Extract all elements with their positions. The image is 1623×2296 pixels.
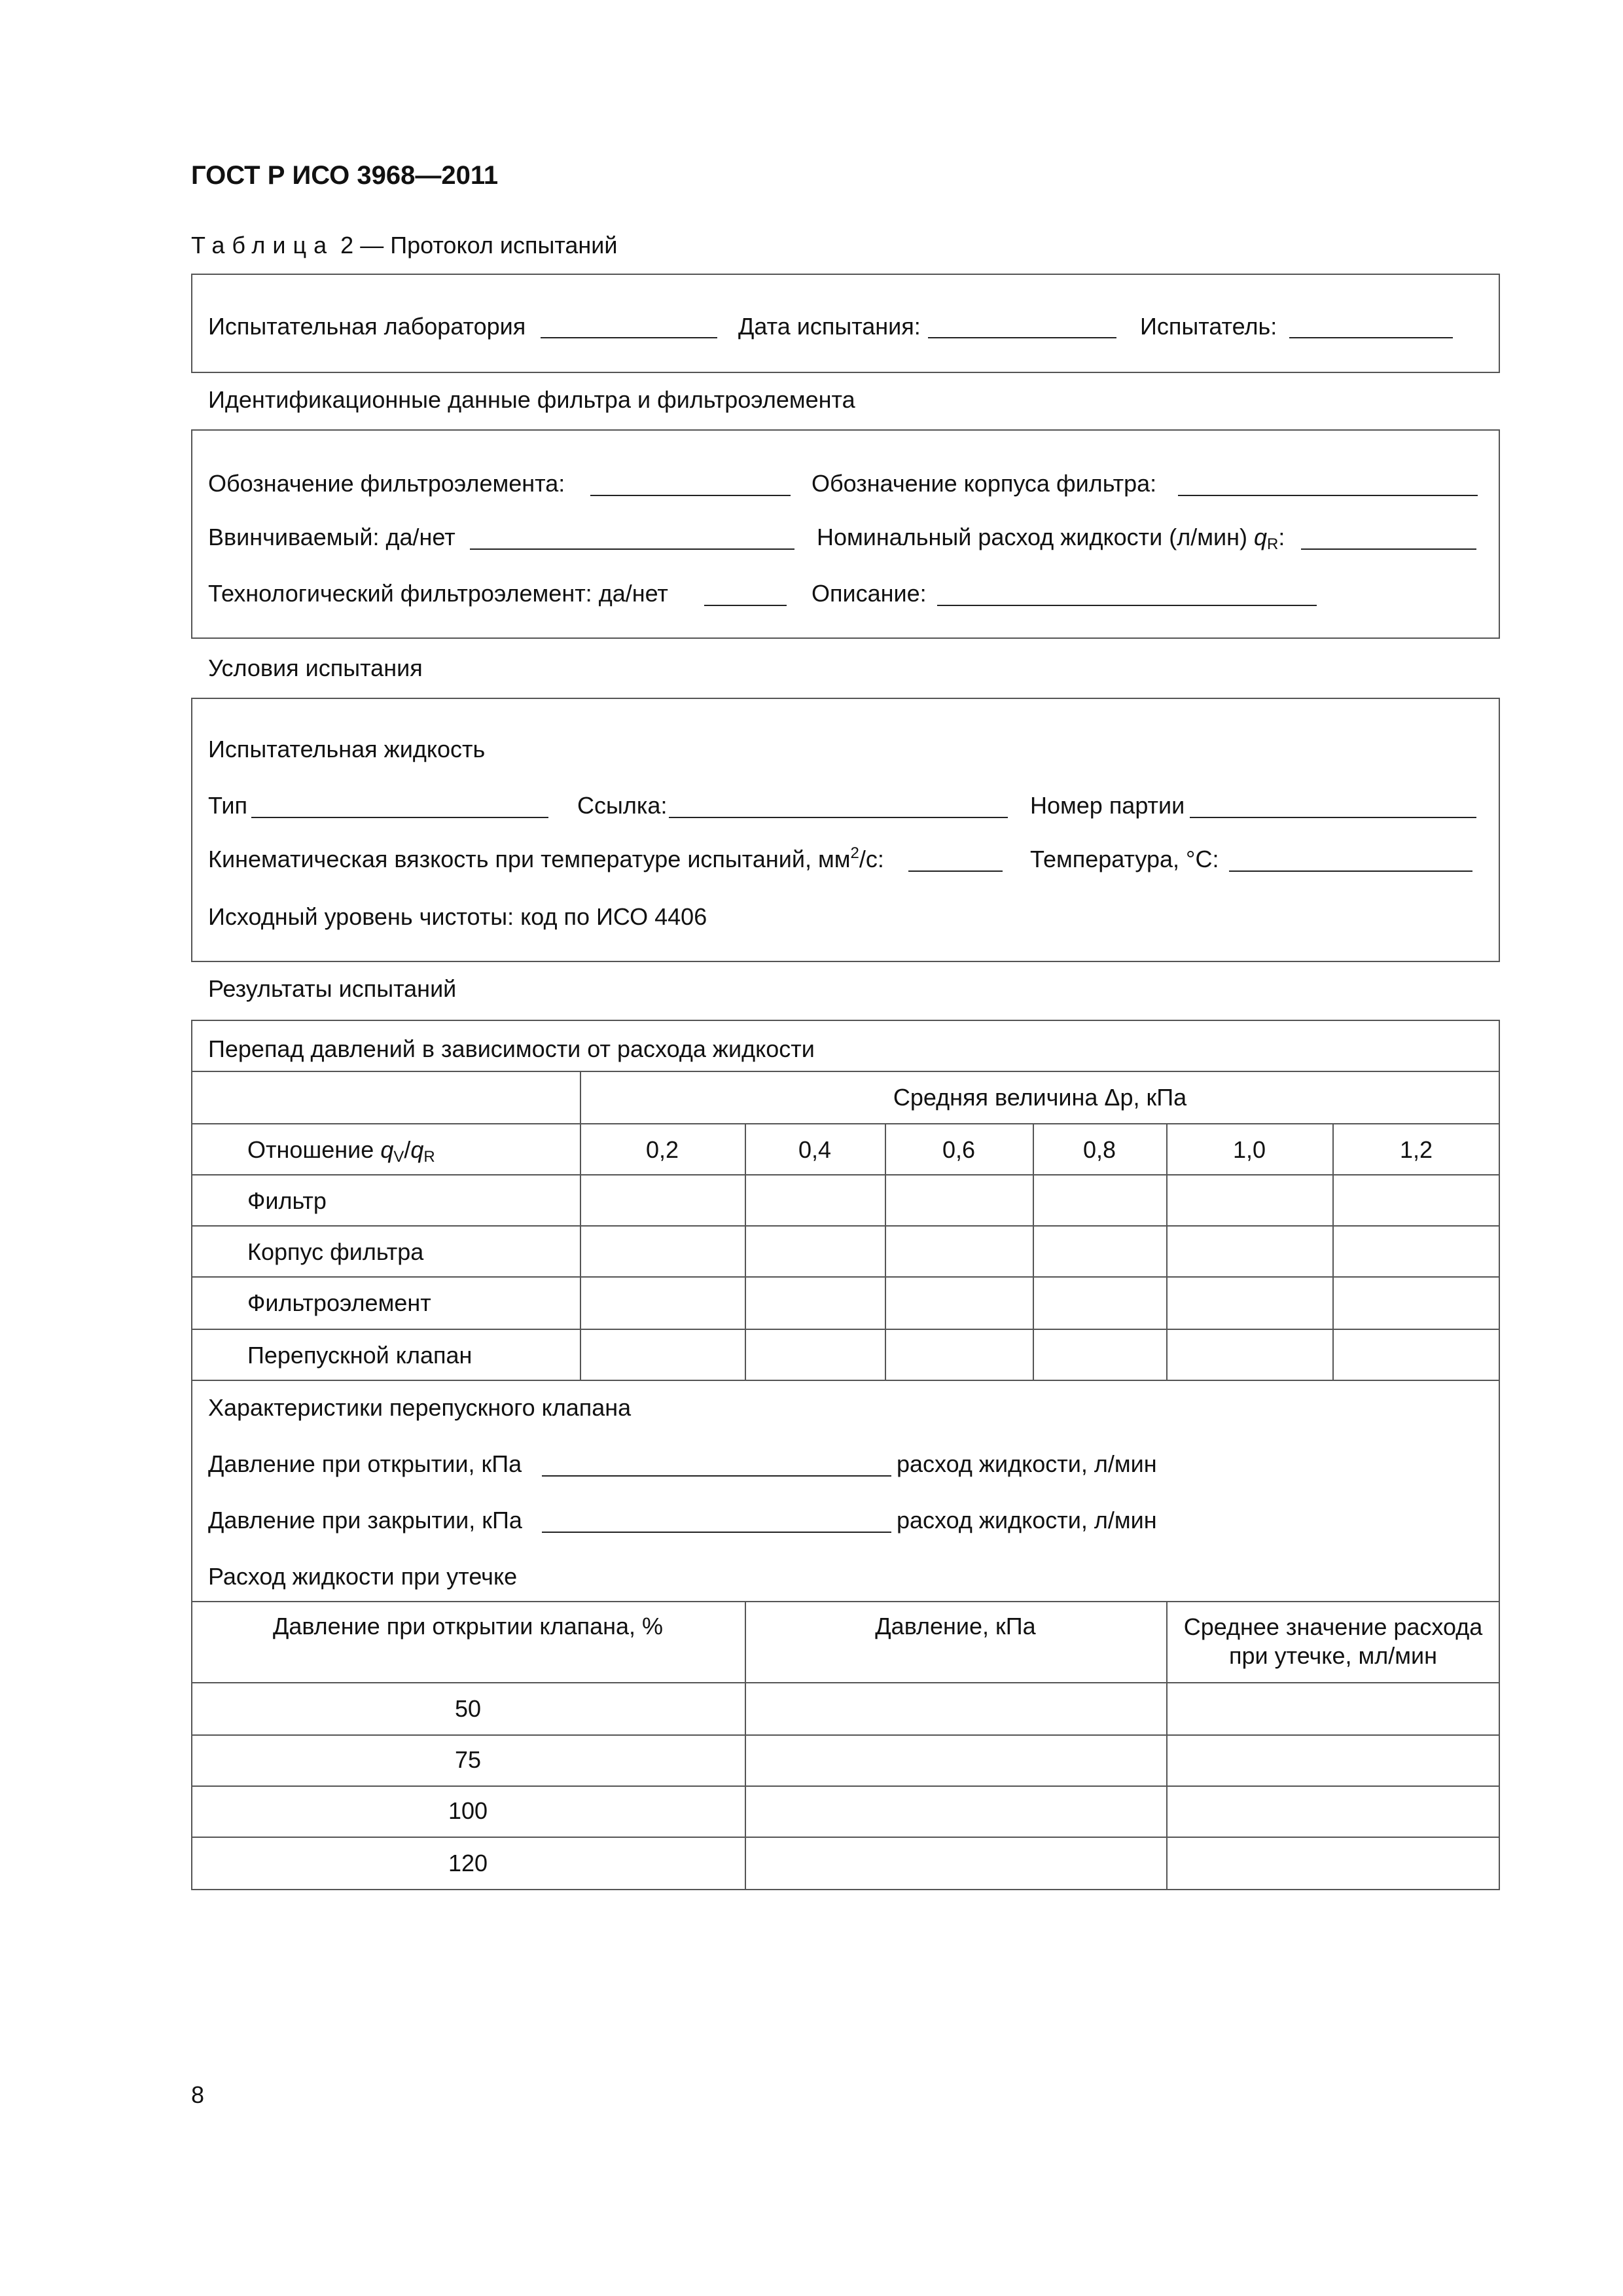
- results-hline-4: [191, 1225, 1500, 1227]
- conditions-heading: Условия испытания: [208, 655, 423, 681]
- date-label: Дата испытания:: [738, 313, 921, 340]
- leak-title: Расход жидкости при утечке: [208, 1563, 518, 1590]
- caption-word: Таблица: [191, 232, 334, 259]
- nominal-flow-text: Номинальный расход жидкости (л/мин): [817, 524, 1247, 550]
- row-label-filter: Фильтр: [247, 1187, 327, 1214]
- type-field[interactable]: [251, 817, 548, 818]
- temperature-field[interactable]: [1229, 870, 1472, 872]
- description-field[interactable]: [937, 605, 1317, 606]
- nominal-flow-label: [817, 524, 1285, 551]
- test-fluid-label: Испытательная жидкость: [208, 736, 486, 762]
- leak-col3-line2: при утечке, мл/мин: [1229, 1642, 1437, 1669]
- viscosity-tail: /с:: [859, 846, 884, 872]
- ratio-q2: q: [410, 1136, 424, 1163]
- leak-row-value: 120: [448, 1850, 488, 1876]
- opening-pressure-field[interactable]: [542, 1475, 891, 1477]
- ratio-value: 1,0: [1232, 1136, 1266, 1163]
- temperature-label: Температура, °С:: [1030, 846, 1219, 872]
- results-hline-10: [191, 1734, 1500, 1736]
- viscosity-sup: 2: [850, 844, 859, 862]
- closing-flow-label: расход жидкости, л/мин: [897, 1507, 1157, 1534]
- ratio-value: 0,6: [942, 1136, 976, 1163]
- viscosity-label: [208, 846, 884, 873]
- housing-designation-label: Обозначение корпуса фильтра:: [812, 470, 1157, 497]
- document-header: ГОСТ Р ИСО 3968—2011: [191, 161, 499, 190]
- caption-title: — Протокол испытаний: [360, 232, 618, 259]
- results-hline-8: [191, 1601, 1500, 1602]
- results-heading: Результаты испытаний: [208, 975, 457, 1002]
- results-hline-1: [191, 1071, 1500, 1072]
- type-label: Тип: [208, 792, 248, 819]
- pressure-drop-title: Перепад давлений в зависимости от расхода жидкости: [208, 1035, 815, 1062]
- table-caption: [191, 232, 618, 259]
- element-designation-field[interactable]: [590, 495, 791, 496]
- ratio-sub2: R: [423, 1148, 435, 1166]
- leak-row-value: 50: [454, 1695, 482, 1722]
- results-hline-3: [191, 1174, 1500, 1175]
- leak-vline-1: [745, 1601, 746, 1890]
- bypass-title: Характеристики перепускного клапана: [208, 1394, 632, 1421]
- viscosity-text: Кинематическая вязкость при температуре испытаний, мм: [208, 846, 851, 872]
- leak-col2-header: Давление, кПа: [875, 1613, 1036, 1640]
- closing-pressure-field[interactable]: [542, 1532, 891, 1533]
- results-hline-9: [191, 1682, 1500, 1683]
- leak-col1-header: Давление при открытии клапана, %: [272, 1613, 664, 1640]
- leak-col3-line1: Среднее значение расхода: [1183, 1613, 1483, 1640]
- ratio-text: Отношение: [247, 1136, 374, 1163]
- nominal-flow-sub: R: [1267, 535, 1279, 553]
- closing-pressure-label: Давление при закрытии, кПа: [208, 1507, 522, 1534]
- ratio-value: 0,4: [798, 1136, 832, 1163]
- row-label-bypass: Перепускной клапан: [247, 1342, 473, 1369]
- results-hline-12: [191, 1837, 1500, 1838]
- row-label-element: Фильтроэлемент: [247, 1289, 431, 1316]
- mean-dp-header: Средняя величина Δp, кПа: [893, 1084, 1187, 1111]
- tester-field[interactable]: [1289, 337, 1453, 338]
- tester-label: Испытатель:: [1140, 313, 1277, 340]
- batch-label: Номер партии: [1030, 792, 1185, 819]
- results-hline-6: [191, 1329, 1500, 1330]
- leak-col3-header: [1166, 1613, 1500, 1670]
- nominal-flow-symbol: q: [1254, 524, 1268, 550]
- caption-number: 2: [340, 232, 354, 259]
- results-hline-5: [191, 1276, 1500, 1278]
- ratio-sub1: V: [393, 1148, 404, 1166]
- viscosity-field[interactable]: [908, 870, 1003, 872]
- page-number: 8: [191, 2081, 205, 2108]
- row-label-housing: Корпус фильтра: [247, 1238, 424, 1265]
- results-hline-2: [191, 1123, 1500, 1124]
- reference-label: Ссылка:: [577, 792, 668, 819]
- leak-row-value: 100: [448, 1797, 488, 1824]
- reference-field[interactable]: [669, 817, 1008, 818]
- grid-vline-1: [580, 1071, 581, 1380]
- identification-heading: Идентификационные данные фильтра и фильтроэлемента: [208, 386, 855, 413]
- tech-element-field[interactable]: [704, 605, 787, 606]
- date-field[interactable]: [928, 337, 1116, 338]
- screw-in-field[interactable]: [470, 548, 794, 550]
- results-hline-11: [191, 1785, 1500, 1787]
- ratio-slash: /: [404, 1136, 411, 1163]
- opening-pressure-label: Давление при открытии, кПа: [208, 1450, 522, 1477]
- opening-flow-label: расход жидкости, л/мин: [897, 1450, 1157, 1477]
- ratio-value: 0,2: [645, 1136, 679, 1163]
- ratio-label: [247, 1136, 435, 1164]
- lab-field[interactable]: [541, 337, 717, 338]
- ratio-value: 1,2: [1399, 1136, 1433, 1163]
- element-designation-label: Обозначение фильтроэлемента:: [208, 470, 565, 497]
- description-label: Описание:: [812, 580, 927, 607]
- nominal-flow-field[interactable]: [1301, 548, 1476, 550]
- batch-field[interactable]: [1190, 817, 1476, 818]
- cleanliness-label: Исходный уровень чистоты: код по ИСО 4406: [208, 903, 707, 930]
- screw-in-label: Ввинчиваемый: да/нет: [208, 524, 455, 550]
- ratio-value: 0,8: [1082, 1136, 1116, 1163]
- nominal-flow-colon: :: [1278, 524, 1285, 550]
- lab-label: Испытательная лаборатория: [208, 313, 526, 340]
- housing-designation-field[interactable]: [1178, 495, 1478, 496]
- ratio-q1: q: [380, 1136, 394, 1163]
- leak-row-value: 75: [454, 1746, 482, 1773]
- tech-element-label: Технологический фильтроэлемент: да/нет: [208, 580, 668, 607]
- results-hline-7: [191, 1380, 1500, 1381]
